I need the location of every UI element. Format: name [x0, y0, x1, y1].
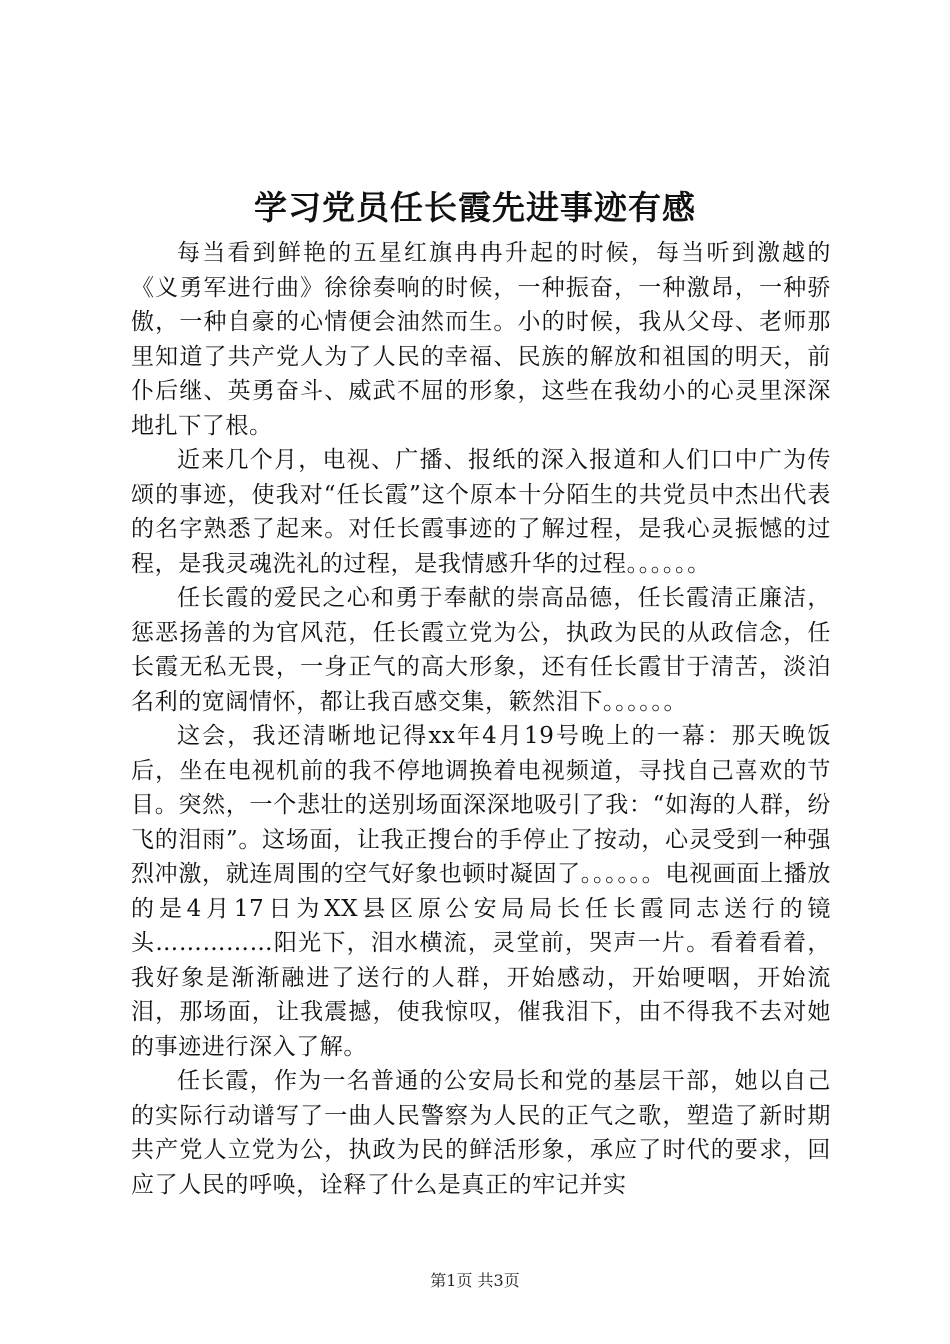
paragraph-5: 任长霞，作为一名普通的公安局长和党的基层干部，她以自己的实际行动谱写了一曲人民警察为人民的正气之歌，塑造了新时期共产党人立党为公，执政为民的鲜活形象，承应了时代的要求，回应了人民的呼唤，诠释了什么是真正的牢记并实 — [131, 1068, 831, 1198]
paragraph-4: 这会，我还清晰地记得xx年4月19号晚上的一幕：那天晚饭后，坐在电视机前的我不停地调换着电视频道，寻找自己喜欢的节目。突然，一个悲壮的送别场面深深地吸引了我：“如海的人群，纷飞的泪雨”。这场面，让我正搜台的手停止了按动，心灵受到一种强烈冲激，就连周围的空气好象也顿时凝固了。。。。。。电视画面上播放的是4月17日为XX县区原公安局局长任长霞同志送行的镜头……………阳光下，泪水横流，灵堂前，哭声一片。看着看着，我好象是渐渐融进了送行的人群，开始感动，开始哽咽，开始流泪，那场面，让我震撼，使我惊叹，催我泪下，由不得我不去对她的事迹进行深入了解。 — [131, 723, 831, 1060]
paragraph-2: 近来几个月，电视、广播、报纸的深入报道和人们口中广为传颂的事迹，使我对“任长霞”这个原本十分陌生的共党员中杰出代表的名字熟悉了起来。对任长霞事迹的了解过程，是我心灵振憾的过程，是我灵魂洗礼的过程，是我情感升华的过程。。。。。。 — [131, 447, 831, 577]
paragraph-3: 任长霞的爱民之心和勇于奉献的崇高品德，任长霞清正廉洁，惩恶扬善的为官风范，任长霞立党为公，执政为民的从政信念，任长霞无私无畏，一身正气的高大形象，还有任长霞甘于清苦，淡泊名利的宽阔情怀，都让我百感交集，簌然泪下。。。。。。 — [131, 585, 831, 715]
document-body — [131, 236, 831, 1202]
page-number-footer: 第1页 共3页 — [430, 1271, 520, 1290]
document-title: 学习党员任长霞先进事迹有感 — [254, 188, 696, 227]
paragraph-1: 每当看到鲜艳的五星红旗冉冉升起的时候，每当听到激越的《义勇军进行曲》徐徐奏响的时候，一种振奋，一种激昂，一种骄傲，一种自豪的心情便会油然而生。小的时候，我从父母、老师那里知道了共产党人为了人民的幸福、民族的解放和祖国的明天，前仆后继、英勇奋斗、威武不屈的形象，这些在我幼小的心灵里深深地扎下了根。 — [131, 240, 831, 439]
